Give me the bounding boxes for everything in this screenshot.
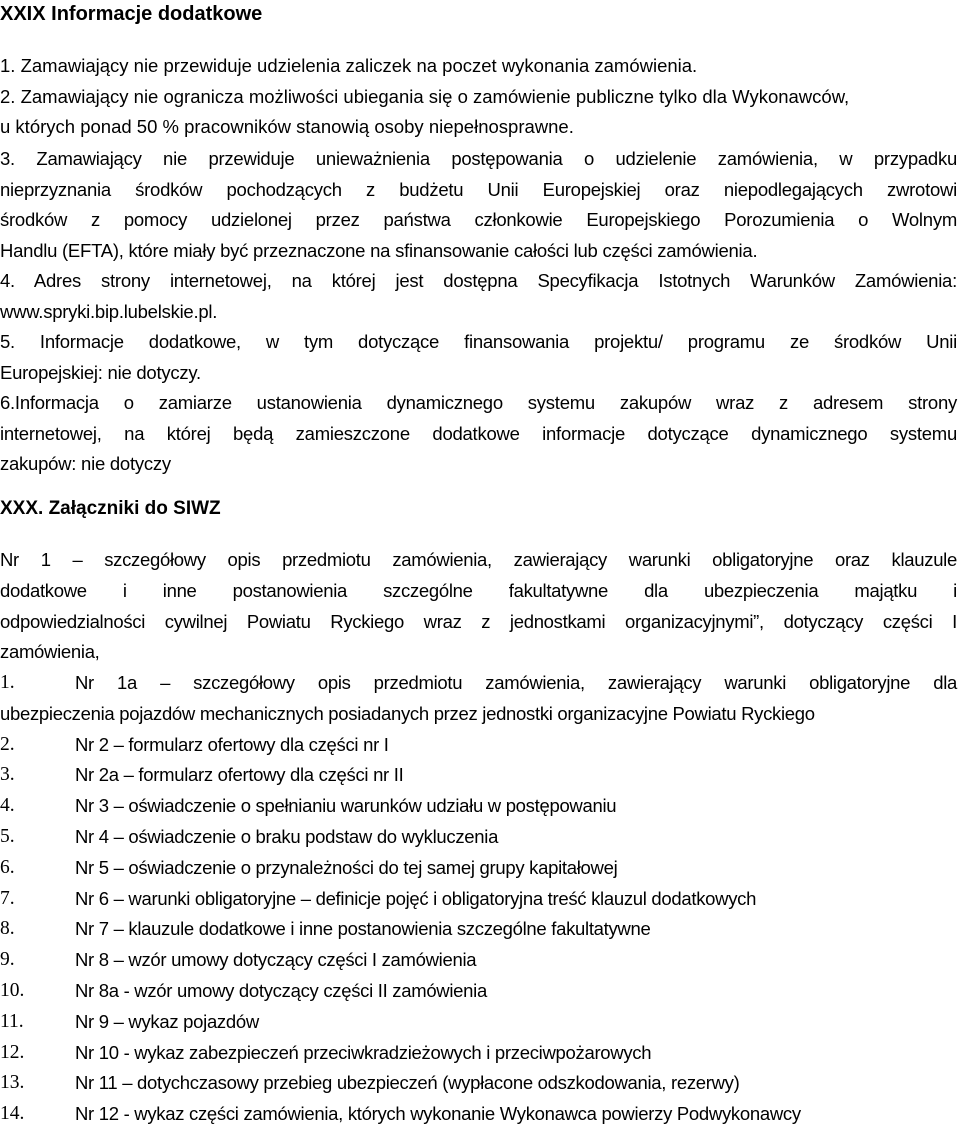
paragraph-2-line-2: u których ponad 50 % pracowników stanowią osoby niepełnosprawne. [0,116,574,137]
list-item [0,1099,957,1130]
list-item-text: Nr 6 – warunki obligatoryjne – definicje pojęć i obligatoryjna treść klauzul dodatkowych [75,887,757,909]
list-item-number: 3. [0,764,15,786]
list-item-number: 10. [0,979,25,1001]
paragraph-1: 1. Zamawiający nie przewiduje udzielenia zaliczek na poczet wykonania zamówienia. [0,55,698,76]
list-item [0,853,957,884]
list-item-number: 8. [0,918,15,940]
list-item-text: Nr 8a - wzór umowy dotyczący części II zamówienia [75,979,487,1001]
list-item-text: Nr 10 - wykaz zabezpieczeń przeciwkradzieżowych i przeciwpożarowych [75,1041,652,1063]
list-item-text: Nr 9 – wykaz pojazdów [75,1010,259,1032]
section-29-heading: XXIX Informacje dodatkowe [0,3,263,25]
list-item-text: Nr 1a – szczegółowy opis przedmiotu zamówienia, zawierający warunki obligatoryjne dla [75,672,957,693]
list-item-text: Nr 11 – dotychczasowy przebieg ubezpieczeń (wypłacone odszkodowania, rezerwy) [75,1072,740,1094]
list-item-number: 13. [0,1072,25,1094]
list-item-text: Nr 5 – oświadczenie o przynależności do tej samej grupy kapitałowej [75,856,618,878]
section-29-body-b [0,144,957,480]
list-item [0,884,957,915]
attachment-intro-line-2: dodatkowe i inne postanowienia szczególne fakultatywne dla ubezpieczenia majątku i [0,579,957,601]
list-item-text: Nr 4 – oświadczenie o braku podstaw do wykluczenia [75,825,499,847]
paragraph-3-line-4: Handlu (EFTA), które miały być przeznaczone na sfinansowanie całości lub części zamówienia. [0,239,758,261]
list-item [0,976,957,1007]
paragraph-5-line-2: Europejskiej: nie dotyczy. [0,361,201,383]
list-item-text: Nr 2a – formularz ofertowy dla części nr II [75,764,404,786]
paragraph-4-line-1: 4. Adres strony internetowej, na której jest dostępna Specyfikacja Istotnych Warunków Zamówienia: [0,270,957,291]
list-item-number: 4. [0,795,15,817]
list-item-number: 14. [0,1103,25,1125]
list-item-text: Nr 8 – wzór umowy dotyczący części I zamówienia [75,949,477,971]
list-item-number: 7. [0,887,15,909]
list-item-continuation: ubezpieczenia pojazdów mechanicznych posiadanych przez jednostki organizacyjne Powiatu Ryckiego [0,702,815,724]
list-item-text: Nr 3 – oświadczenie o spełnianiu warunków udziału w postępowaniu [75,795,617,817]
list-item [0,1038,957,1069]
list-item-number: 9. [0,949,15,971]
attachments-list [0,668,957,1130]
paragraph-4-line-2: www.spryki.bip.lubelskie.pl. [0,300,218,322]
paragraph-3-line-2: nieprzyznania środków pochodzących z budżetu Unii Europejskiej oraz niepodlegających zwrotowi [0,178,957,200]
list-item [0,730,957,761]
list-item [0,822,957,853]
section-30-heading: XXX. Załączniki do SIWZ [0,498,221,519]
list-item [0,1007,957,1038]
paragraph-5-line-1: 5. Informacje dodatkowe, w tym dotyczące finansowania projektu/ programu ze środków Unii [0,331,957,352]
section-29-body-a [0,51,957,143]
list-item [0,1068,957,1099]
list-item-number: 11. [0,1010,24,1032]
paragraph-3-line-3: środków z pomocy udzielonej przez państwa członkowie Europejskiego Porozumienia o Wolnym [0,209,957,230]
paragraph-6-line-2: internetowej, na której będą zamieszczone dodatkowe informacje dotyczące dynamicznego systemu [0,422,957,444]
list-item [0,791,957,822]
list-item [0,914,957,945]
list-item-text: Nr 2 – formularz ofertowy dla części nr I [75,733,389,755]
list-item-number: 5. [0,825,15,847]
list-item-number: 1. [0,672,15,693]
attachment-intro-line-3: odpowiedzialności cywilnej Powiatu Ryckiego wraz z jednostkami organizacyjnymi”, dotyczący części I [0,610,957,632]
attachment-1-intro [0,545,957,668]
attachment-intro-line-1: Nr 1 – szczegółowy opis przedmiotu zamówienia, zawierający warunki obligatoryjne oraz klauzule [0,549,957,570]
list-item-text: Nr 12 - wykaz części zamówienia, których wykonanie Wykonawca powierzy Podwykonawcy [75,1103,801,1125]
list-item [0,668,957,699]
list-item-text: Nr 7 – klauzule dodatkowe i inne postanowienia szczególne fakultatywne [75,918,651,940]
paragraph-6-line-3: zakupów: nie dotyczy [0,453,171,474]
paragraph-3-line-1: 3. Zamawiający nie przewiduje unieważnienia postępowania o udzielenie zamówienia, w przypadku [0,148,957,169]
paragraph-6-line-1: 6.Informacja o zamiarze ustanowienia dynamicznego systemu zakupów wraz z adresem strony [0,392,957,413]
paragraph-2-line-1: 2. Zamawiający nie ogranicza możliwości ubiegania się o zamówienie publiczne tylko dla Wykonawców, [0,85,850,107]
list-item [0,945,957,976]
attachment-intro-line-4: zamówienia, [0,641,100,663]
list-item-number: 12. [0,1041,25,1063]
list-item-number: 6. [0,856,15,878]
list-item [0,760,957,791]
list-item-number: 2. [0,733,15,755]
